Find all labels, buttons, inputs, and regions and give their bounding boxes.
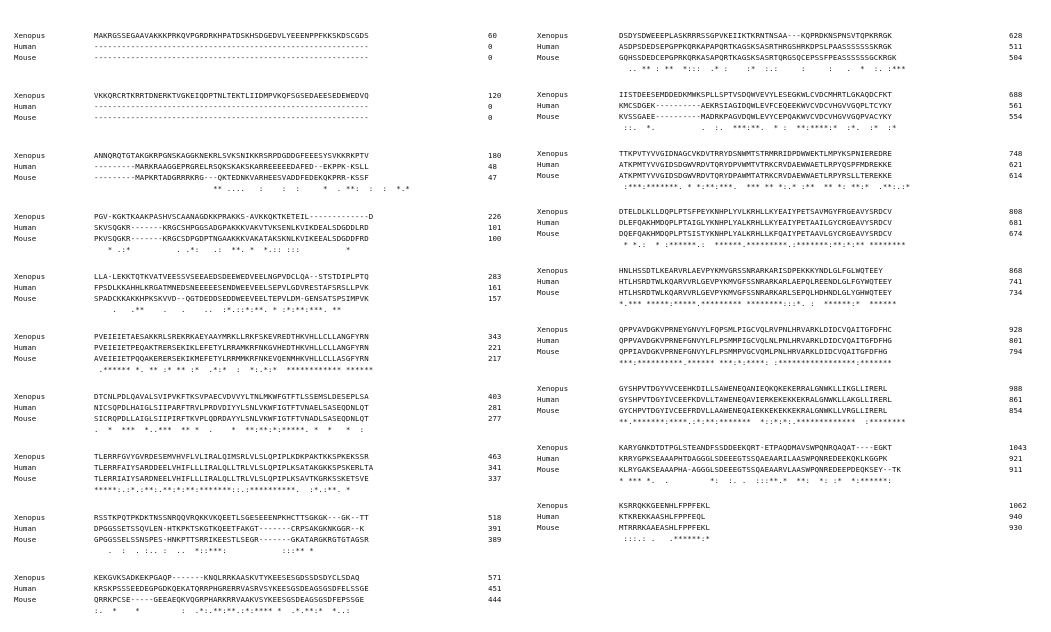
residue-position: 808 (1009, 207, 1023, 217)
alignment-block (14, 30, 518, 90)
species-label: Human (537, 159, 560, 169)
sequence-text: MTRRRKAAEASHLFPPFEKL (619, 523, 710, 533)
species-label: Xenopus (14, 392, 46, 402)
sequence-text: TLERRIAIYSARDNEELVHIFLLLIRALQLLTRLVLSLQPIPLKSAVTKGRKSSKETSVE (94, 474, 369, 484)
consensus-row (14, 545, 518, 556)
residue-position: 504 (1009, 53, 1023, 62)
sequence-text: ATKPMTYVVGIDSDGWVRDVTQRYDPAWMTATRKCRVDAEWWAETLRPYRSLLTEREKKE (619, 170, 892, 180)
sequence-row (537, 170, 1039, 181)
residue-position: 1062 (1009, 501, 1027, 511)
residue-position: 868 (1009, 266, 1023, 276)
sequence-row (537, 41, 1039, 52)
sequence-text: KRRYGPKSEAAAPHTDAGGGLSDEEEGTSSQAEAARILAASWPQNREDEEKQKLKGGPK (619, 453, 888, 463)
consensus-row (537, 533, 1039, 544)
residue-position: 614 (1009, 170, 1023, 180)
sequence-row (14, 271, 518, 282)
consensus-symbols: * *** *. . *: :. . :::**.* **: *: :* *:******: (619, 475, 892, 485)
sequence-text: KRSKPSSSEEDEGPGDKQEKATQRRPHGRERRVASRVSYKEESGSDEAGSGSDFELSSGE (94, 583, 369, 593)
consensus-row (14, 183, 518, 194)
consensus-row (14, 605, 518, 616)
residue-position: 911 (1009, 464, 1023, 474)
species-label: Human (14, 102, 37, 112)
sequence-row (14, 112, 518, 123)
consensus-symbols: * .:* . .*: .: **. * *.:: ::: * (94, 244, 351, 254)
residue-position: 734 (1009, 288, 1023, 298)
sequence-row (14, 211, 518, 222)
consensus-row (537, 357, 1039, 368)
sequence-text: ATKPMTYVVGIDSDGWVRDVTQRYDPVWMTVTRKCRVDAEWWAETLRPYQSPFMDREKKE (619, 159, 892, 169)
residue-position: 48 (488, 162, 497, 172)
sequence-row (14, 391, 518, 402)
sequence-row (14, 161, 518, 172)
sequence-text: TTKPVTYVVGIDNAGCVKDVTRRYDSNWMTSTRMRRIDPDWWEKTLMPYKSPNIEREDRE (619, 148, 892, 158)
sequence-text: QPPVAVDGKVPRNEFGNVYLFLPSMMPIGCVQLNLPNLHRVARKLDIDCVQAITGFDFHG (619, 335, 892, 345)
residue-position: 571 (488, 572, 502, 582)
residue-position: 343 (488, 331, 502, 341)
consensus-row (537, 122, 1039, 133)
consensus-symbols: . .** . . .. :*.::*:**. * :*:**:***. ** (94, 304, 342, 314)
sequence-text: ---------MAPKRTADGRRRKRG---QKTEDNKVARHEESVADDFEDEKQKPRR-KSSF (94, 173, 369, 183)
sequence-text: ------------------------------------------------------------ (94, 113, 369, 123)
residue-position: 940 (1009, 512, 1023, 522)
sequence-text: KEKGVKSADKEKPGAQP-------KNQLRRKAASKVTYKEESESGDSSDSDYCLSDAQ (94, 572, 360, 582)
alignment-block (537, 30, 1039, 89)
species-label: Mouse (14, 293, 37, 303)
species-label: Mouse (537, 464, 560, 474)
sequence-text: GYSHPVTDGYVVCEEHKDILLSAWENEQANIEQKQKEKERRALGNWKLLIKGLLIRERL (619, 383, 888, 393)
consensus-symbols: ***:**********.****** ***:*:****: :*****************:******* (619, 357, 892, 367)
alignment-block (14, 271, 518, 331)
species-label: Mouse (537, 288, 560, 298)
species-label: Xenopus (14, 512, 46, 522)
sequence-row (537, 346, 1039, 357)
sequence-text: HTLHSRDTWLKQARVVRLGEVPYKMVGFSSNRARKARLAEPQLREENDLGLFGYWQTEEY (619, 277, 892, 287)
sequence-row (14, 353, 518, 364)
sequence-row (537, 228, 1039, 239)
sequence-text: MAKRGSSEGAAVAKKKPRKQVPGRDRKHPATDSKHSDGEDVLYEEENPPFKKSKDSCGDS (94, 31, 369, 40)
residue-position: 921 (1009, 453, 1023, 463)
species-label: Xenopus (537, 148, 569, 158)
species-label: Human (537, 453, 560, 463)
consensus-row (14, 364, 518, 375)
species-label: Xenopus (537, 266, 569, 276)
sequence-row (14, 572, 518, 583)
species-label: Mouse (537, 111, 560, 121)
sequence-row (14, 52, 518, 63)
residue-position: 217 (488, 353, 502, 363)
sequence-row (537, 511, 1039, 522)
residue-position: 221 (488, 342, 502, 352)
consensus-symbols: *.*** *****:*****.********* ********:::*. : ******:* ****** (619, 299, 897, 309)
species-label: Xenopus (14, 151, 46, 161)
sequence-text: QPPIAVDGKVPRNEFGNVYLFLPSMMPVGCVQMLPNLHRVARKLDIDCVQAITGFDFHG (619, 346, 888, 356)
residue-position: 801 (1009, 335, 1023, 345)
sequence-text: KMCSDGEK----------AEKRSIAGIDQWLEVFCEQEEKWVCVDCVHGVVGQPLTCYKY (619, 100, 892, 110)
consensus-row (14, 123, 518, 134)
sequence-text: KLRYGAKSEAAAPHA-AGGGLSDEEEGTSSQAEAARVLAASWPQNREDEEPDEQKSEY--TK (619, 464, 902, 474)
residue-position: 794 (1009, 346, 1023, 356)
species-label: Human (14, 523, 37, 533)
species-label: Human (14, 222, 37, 232)
species-label: Mouse (14, 53, 37, 62)
sequence-row (14, 150, 518, 161)
sequence-row (14, 172, 518, 183)
sequence-text: QPPVAVDGKVPRNEYGNVYLFQPSMLPIGCVQLRVPNLHRVARKLDIDCVQAITGFDFHC (619, 324, 892, 334)
sequence-text: KARYGNKDTDTPGLSTEANDFSSDDEEKQRT-ETPAQDMAVSWPQNRQAQAT----EGKT (619, 442, 892, 452)
residue-position: 688 (1009, 89, 1023, 99)
residue-position: 60 (488, 31, 497, 40)
alignment-block (14, 90, 518, 150)
residue-position: 674 (1009, 229, 1023, 239)
consensus-row (537, 298, 1039, 309)
sequence-row (537, 100, 1039, 111)
residue-position: 0 (488, 42, 493, 51)
sequence-text: GPGGSSELSSNSPES-HNKPTTSRRIKEESTLSEGR-------GKATARGKRGTGTAGSR (94, 534, 369, 544)
residue-position: 988 (1009, 383, 1023, 393)
species-label: Mouse (537, 405, 560, 415)
alignment-block (14, 512, 518, 572)
residue-position: 0 (488, 102, 493, 112)
sequence-row (537, 500, 1039, 511)
sequence-text: TLERRFAIYSARDDEELVHIFLLLIRALQLLTRLVLSLQPIPLKSATAKGKKSPSKERLTA (94, 463, 374, 473)
species-label: Mouse (537, 170, 560, 180)
species-label: Mouse (537, 53, 560, 62)
species-label: Xenopus (537, 442, 569, 452)
species-label: Xenopus (537, 89, 569, 99)
alignment-block (537, 324, 1039, 383)
sequence-row (537, 206, 1039, 217)
sequence-row (14, 331, 518, 342)
residue-position: 281 (488, 403, 502, 413)
species-label: Mouse (14, 353, 37, 363)
residue-position: 0 (488, 113, 493, 123)
sequence-text: AVEIEIETPQQAKERERSEKIKMEFETYLRRMMKRFNKEVQENMHKVHLLCLLASGFYRN (94, 353, 369, 363)
residue-position: 681 (1009, 218, 1023, 228)
sequence-text: TLERRFGVYGVRDESEMVHVFLVLIRALQIMSRLVLSLQPIPLKDKPAKTKKSPKEKSSR (94, 452, 369, 462)
residue-position: 101 (488, 222, 502, 232)
sequence-row (537, 148, 1039, 159)
species-label: Human (14, 403, 37, 413)
species-label: Human (537, 394, 560, 404)
species-label: Xenopus (537, 31, 569, 40)
residue-position: 561 (1009, 100, 1023, 110)
alignment-block (537, 442, 1039, 501)
consensus-symbols: .****** *. ** :* ** :* .*:* : *:.*:* ************ ****** (94, 364, 374, 374)
sequence-row (537, 89, 1039, 100)
residue-position: 518 (488, 512, 502, 522)
sequence-text: KTKREKKAASHLFPPFEQL (619, 512, 706, 522)
species-label: Mouse (14, 113, 37, 123)
consensus-symbols: . : . :.. : .. *::***: :::** * (94, 545, 314, 555)
species-label: Human (14, 463, 37, 473)
species-label: Human (14, 342, 37, 352)
sequence-text: PKVSQGKR-------KRGCSDPGDPTNGAAKKKVAKATAKSKNLKVIKEEALSDGDDFRD (94, 233, 369, 243)
sequence-text: GQHSSDEDCEPGPRKQRKASAPQRTKAGSKSASRTQRGSQCEPSSFPEASSSSSSGCKRGK (619, 53, 897, 62)
species-label: Human (14, 42, 37, 51)
species-label: Human (14, 282, 37, 292)
alignment-block (537, 500, 1039, 559)
sequence-text: DSDYSDWEEEPLASKRRRSSGPVKEIIKTKRNTNSAA---KQPRDKNSPNSVTQPKRRGK (619, 31, 892, 40)
species-label: Mouse (14, 173, 37, 183)
sequence-row (14, 594, 518, 605)
consensus-symbols: . * *** *..*** ** * . * **:**:*:*****. * * * : (94, 425, 365, 435)
sequence-row (14, 413, 518, 424)
species-label: Mouse (14, 233, 37, 243)
residue-position: 511 (1009, 42, 1023, 51)
species-label: Xenopus (14, 211, 46, 221)
sequence-row (14, 462, 518, 473)
alignment-block (537, 89, 1039, 148)
residue-position: 391 (488, 523, 502, 533)
residue-position: 161 (488, 282, 502, 292)
consensus-row (537, 416, 1039, 427)
species-label: Human (537, 512, 560, 522)
consensus-row (537, 181, 1039, 192)
species-label: Human (537, 42, 560, 51)
sequence-row (14, 282, 518, 293)
sequence-text: DQEFQAKHMDQPLPTSISTYKNHPLYALKRHLLKFQAIYPETAAVLGYCRGEAVYSRDCV (619, 229, 892, 239)
species-label: Xenopus (537, 207, 569, 217)
sequence-row (537, 265, 1039, 276)
sequence-row (537, 111, 1039, 122)
species-label: Xenopus (14, 452, 46, 462)
sequence-row (537, 405, 1039, 416)
sequence-row (537, 464, 1039, 475)
alignment-block (537, 148, 1039, 207)
consensus-row (14, 63, 518, 74)
residue-position: 628 (1009, 31, 1023, 40)
alignment-block (537, 265, 1039, 324)
residue-position: 157 (488, 293, 502, 303)
species-label: Xenopus (14, 91, 46, 101)
sequence-row (537, 159, 1039, 170)
alignment-block (537, 206, 1039, 265)
consensus-row (14, 424, 518, 435)
consensus-symbols: * *.: * :******.: ******.*********.:*******:**:*:** ******** (619, 240, 906, 250)
sequence-row (14, 222, 518, 233)
species-label: Mouse (14, 594, 37, 604)
sequence-text: SPADCKKAKKHPKSKVVD--QGTDEDDSEDDWEEVEELTEPVLDM-GENSATSPSIMPVK (94, 293, 369, 303)
residue-position: 47 (488, 173, 497, 183)
sequence-row (14, 233, 518, 244)
sequence-text: PVEIEIETAESAKKRLSREKRKAEYAAYMRKLLRKFSKEVREDTHKVHLLCLLANGFYRN (94, 331, 369, 341)
sequence-text: GYSHPVTDGYIVCEEFKDVLLTAWENEQAVIERKEKEKKEKRALGNWKLLAKGLLIRERL (619, 394, 892, 404)
alignment-right-column (537, 30, 1039, 559)
species-label: Mouse (537, 229, 560, 239)
consensus-row (14, 304, 518, 315)
alignment-block (14, 572, 518, 632)
residue-position: 226 (488, 211, 502, 221)
consensus-row (537, 63, 1039, 74)
sequence-row (14, 402, 518, 413)
sequence-row (14, 451, 518, 462)
sequence-text: RSSTKPQTPKDKTNSSNRQQVRQKKVKQEETLSGESEEENPKHCTTSGKGK---GK--TT (94, 512, 369, 522)
species-label: Xenopus (537, 324, 569, 334)
residue-position: 0 (488, 53, 493, 62)
residue-position: 283 (488, 271, 502, 281)
sequence-text: SKVSQGKR-------KRGCSHPGGSADGPAKKKVAKVTVKSENLKVIKDEALSDGDDLRD (94, 222, 369, 232)
sequence-text: FPSDLKKAHHLKRGATMNEDSNEEEEESENDWEEVEELSEPVLGDVRESTAFSRSLLPVK (94, 282, 369, 292)
species-label: Mouse (14, 414, 37, 424)
residue-position: 403 (488, 392, 502, 402)
residue-position: 1043 (1009, 442, 1027, 452)
consensus-symbols: ::. *. . :. ***:**. * : **:****:* :*. :* :* (619, 122, 897, 132)
consensus-symbols: :. * * : .*:.**:**.:*:**** * .*.**:* *..: (94, 605, 351, 615)
sequence-row (537, 30, 1039, 41)
sequence-row (537, 52, 1039, 63)
alignment-block (14, 331, 518, 391)
consensus-row (537, 475, 1039, 486)
consensus-symbols: .. ** : ** *::: .* : :* :.: : : . * :. :*** (619, 64, 906, 73)
residue-position: 748 (1009, 148, 1023, 158)
sequence-row (537, 335, 1039, 346)
sequence-row (14, 30, 518, 41)
sequence-text: HTLHSRDTWLKQARVVRLGEVPYKMVGFSSNRARKARLSEPQLHDHNDLGLYGHWQTEEY (619, 288, 892, 298)
sequence-text: NICSQPDLHAIGLSIIPARFTRVLPRDVDIYYLSNLVKWFIGTFTVNAELSASEQDNLQT (94, 403, 369, 413)
sequence-row (14, 523, 518, 534)
sequence-row (537, 276, 1039, 287)
sequence-row (14, 293, 518, 304)
consensus-row (14, 244, 518, 255)
sequence-text: IISTDEESEMDDEDKMWKSPLLSPTVSDQWVEVYLESEGKWLCVDCMHRTLGKAQDCFKT (619, 89, 892, 99)
alignment-block (14, 211, 518, 271)
sequence-text: QRRKPCSE-----GEEAEQKVQGRPHARKRRVAAKVSYKEESGSDEAGSGSDFEPSSGE (94, 594, 365, 604)
consensus-symbols: :***:*******. * *:**:***. *** ** *:.* :** ** *: **:* .**:.:* (619, 181, 911, 191)
sequence-row (14, 101, 518, 112)
residue-position: 554 (1009, 111, 1023, 121)
sequence-row (14, 512, 518, 523)
sequence-text: ------------------------------------------------------------ (94, 53, 369, 62)
residue-position: 451 (488, 583, 502, 593)
species-label: Human (537, 100, 560, 110)
alignment-block (14, 391, 518, 451)
sequence-text: PVEIEIETPEQAKTRERSEKIKLEFETYLRRAMKRFNKGVHEDTHKVHLLCLLANGFYRN (94, 342, 369, 352)
residue-position: 463 (488, 452, 502, 462)
sequence-row (14, 342, 518, 353)
sequence-text: GYCHPVTDGYIVCEEFRDVLLAAWENEQAIEKKEKEKKEKRALGNWKLLVRGLLIRERL (619, 405, 888, 415)
residue-position: 621 (1009, 159, 1023, 169)
species-label: Xenopus (537, 383, 569, 393)
species-label: Mouse (14, 474, 37, 484)
residue-position: 854 (1009, 405, 1023, 415)
sequence-row (14, 90, 518, 101)
species-label: Human (537, 335, 560, 345)
residue-position: 100 (488, 233, 502, 243)
residue-position: 337 (488, 474, 502, 484)
residue-position: 277 (488, 414, 502, 424)
residue-position: 180 (488, 151, 502, 161)
sequence-text: ---------MARKRAAGGEPRGRELRSQKSKAKSKARREEEEEDAFED--EKPPK-KSLL (94, 162, 369, 172)
sequence-text: LLA-LEKKTQTKVATVEESSVSEEAEDSDEEWEDVEELNGPVDCLQA--STSTDIPLPTQ (94, 271, 369, 281)
residue-position: 389 (488, 534, 502, 544)
species-label: Mouse (537, 346, 560, 356)
sequence-row (14, 473, 518, 484)
species-label: Human (14, 583, 37, 593)
species-label: Mouse (537, 523, 560, 533)
species-label: Xenopus (14, 31, 46, 40)
sequence-text: ------------------------------------------------------------ (94, 102, 369, 112)
consensus-symbols: ** .... : : : * . **: : : *.* (94, 184, 410, 194)
species-label: Mouse (14, 534, 37, 544)
sequence-row (537, 217, 1039, 228)
sequence-row (537, 453, 1039, 464)
sequence-row (14, 41, 518, 52)
species-label: Xenopus (14, 572, 46, 582)
species-label: Human (537, 218, 560, 228)
alignment-block (537, 383, 1039, 442)
sequence-row (537, 442, 1039, 453)
sequence-row (14, 534, 518, 545)
consensus-row (14, 484, 518, 495)
species-label: Xenopus (14, 271, 46, 281)
sequence-text: DPGGSSETSSQVLEN-HTKPKTSKGTKQEETFAKGT-------CRPSAKGKNKGGR--K (94, 523, 365, 533)
sequence-text: DTCNLPDLQAVALSVIPVKFTKSVPAECVDVVYLTNLMKWFGTFTLSSEMSLDESEPLSA (94, 392, 369, 402)
consensus-symbols: **.*******:****.:*:**:******* *::*:*:.************* :******** (619, 416, 906, 426)
alignment-block (14, 451, 518, 511)
residue-position: 741 (1009, 277, 1023, 287)
sequence-row (537, 394, 1039, 405)
sequence-text: ANNQRQTGTAKGKRPGNSKAGGKNEKRLSVKSNIKKRSRPDGDDGFEEESYSVKKRKPTV (94, 151, 369, 161)
residue-position: 861 (1009, 394, 1023, 404)
species-label: Human (537, 277, 560, 287)
consensus-symbols: *****:.:*.:**:.**:*:**:*******::.:**********. :*.:**. * (94, 485, 351, 495)
sequence-row (537, 287, 1039, 298)
sequence-text: PGV-KGKTKAAKPASHVSCAANAGDKKPRAKKS-AVKKQKTKETEIL-------------D (94, 211, 374, 221)
sequence-text: HNLHSSDTLKEARVRLAEVPYKMVGRSSNRARKARISDPEKKKYNDLGLFGLWQTEEY (619, 266, 883, 276)
species-label: Xenopus (14, 331, 46, 341)
residue-position: 444 (488, 594, 502, 604)
sequence-text: KVSSGAEE----------MADRKPAGVDQWLEVYCEPQAKWVCVDCVHGVVGQPVACYKY (619, 111, 892, 121)
sequence-row (537, 383, 1039, 394)
residue-position: 120 (488, 91, 502, 101)
sequence-text: SICRQPDLLAIGLSIIPIRFTKVPLQDRDAYYLSNLVKWFIGTFTVNADLSASEQDNLQT (94, 414, 369, 424)
residue-position: 928 (1009, 324, 1023, 334)
residue-position: 930 (1009, 523, 1023, 533)
sequence-text: ------------------------------------------------------------ (94, 42, 369, 51)
residue-position: 341 (488, 463, 502, 473)
species-label: Human (14, 162, 37, 172)
sequence-row (537, 522, 1039, 533)
sequence-row (14, 583, 518, 594)
sequence-row (537, 324, 1039, 335)
species-label: Xenopus (537, 501, 569, 511)
sequence-text: DLEFQAKHMDQPLPTAIGLYKNHPLYALKRHLLKYEAIYPETAAILGYCRGEAVYSRDCV (619, 218, 892, 228)
sequence-text: ASDPSDEDSEPGPPKQRKAPAPQRTKAGSKSASRTHRGSHRKDPSLPAASSSSSSSKRGK (619, 42, 892, 51)
sequence-text: VKKQRCRTKRRTDNERKTVGKEIQDPTNLTEKTLIIDMPVKQFSGSEDAEESEDEWEDVQ (94, 91, 369, 101)
alignment-left-column (14, 30, 518, 632)
sequence-text: DTELDLKLLDQPLPTSFPEYKNHPLYVLKRHLLKYEAIYPETSAVMGYFRGEAVYSRDCV (619, 207, 892, 217)
consensus-symbols: :::.: . .******:* (619, 534, 710, 544)
alignment-block (14, 150, 518, 210)
consensus-row (537, 239, 1039, 250)
sequence-text: KSRRQKKGEENHLFPPFEKL (619, 501, 710, 511)
